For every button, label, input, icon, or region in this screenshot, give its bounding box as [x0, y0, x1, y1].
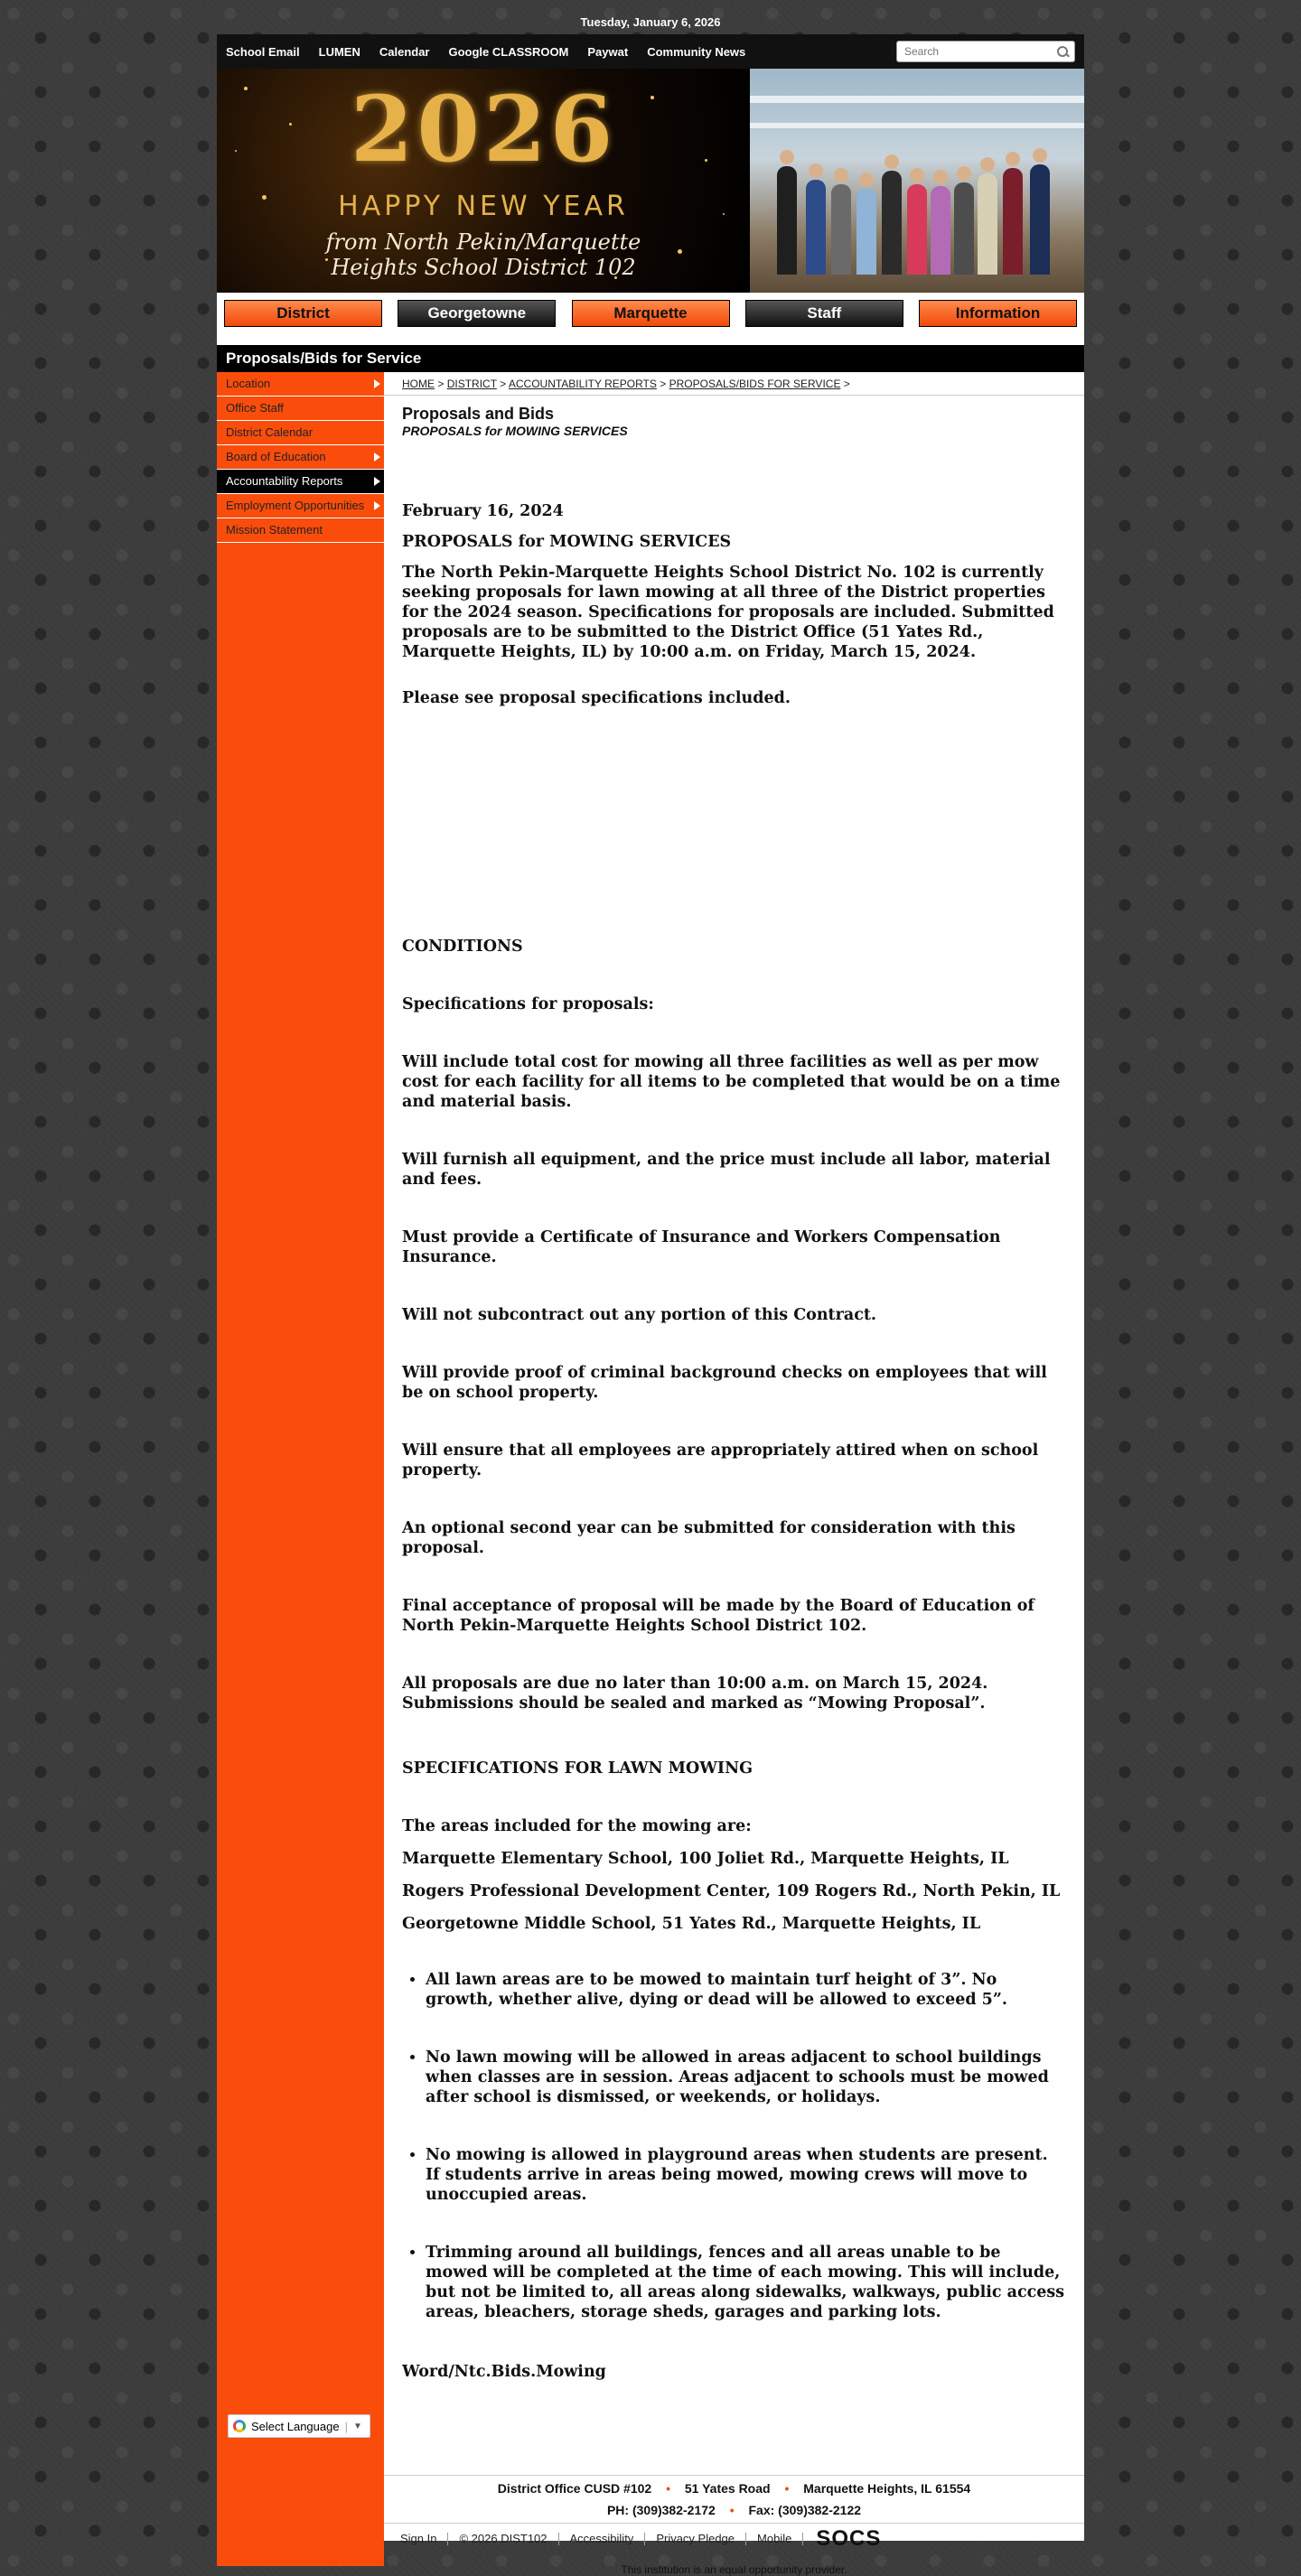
- arrow-right-icon: [374, 477, 380, 486]
- breadcrumb-accountability-reports[interactable]: ACCOUNTABILITY REPORTS: [508, 378, 657, 390]
- doc-date: February 16, 2024: [402, 502, 564, 520]
- area-item: Marquette Elementary School, 100 Joliet Rd., Marquette Heights, IL: [402, 1850, 1009, 1868]
- footer-eoe: This institution is an equal opportunity provider.: [621, 2563, 847, 2576]
- footer-city: Marquette Heights, IL 61554: [803, 2481, 971, 2496]
- sidebar-item-label: Accountability Reports: [226, 474, 343, 488]
- footer-street: 51 Yates Road: [684, 2481, 771, 2496]
- topnav-lumen[interactable]: LUMEN: [318, 44, 360, 59]
- sidebar-item-location[interactable]: [217, 372, 384, 397]
- condition-item: Will include total cost for mowing all three facilities as well as per mow cost for each facility for all items to be completed that would be on a time and material basis.: [402, 1053, 1061, 1111]
- nav-district[interactable]: District: [224, 300, 382, 327]
- breadcrumb-district[interactable]: DISTRICT: [446, 378, 497, 390]
- banner-from-line1: from North Pekin/Marquette: [325, 229, 641, 255]
- footer-office: District Office CUSD #102: [497, 2481, 652, 2496]
- page-title: Proposals and Bids: [402, 405, 555, 423]
- sidebar-item-mission-statement[interactable]: [217, 518, 384, 543]
- sidebar-item-label: Mission Statement: [226, 523, 323, 537]
- condition-item: An optional second year can be submitted for consideration with this proposal.: [402, 1519, 1016, 1557]
- new-year-graphic: [217, 69, 750, 293]
- breadcrumb: HOME > DISTRICT > ACCOUNTABILITY REPORTS > PROPOSALS/BIDS FOR SERVICE >: [384, 372, 1084, 396]
- footer-sign-in[interactable]: Sign In: [400, 2533, 448, 2545]
- language-selector[interactable]: Select Language | ▼: [228, 2414, 370, 2438]
- sidebar-item-board-of-education[interactable]: [217, 445, 384, 470]
- search-input[interactable]: [903, 44, 1056, 59]
- page-title-bar: Proposals/Bids for Service: [217, 345, 1084, 372]
- footer-mobile[interactable]: Mobile: [746, 2533, 803, 2545]
- footer-copyright: © 2026 DIST102: [448, 2533, 558, 2545]
- banner-greeting: HAPPY NEW YEAR: [338, 191, 629, 222]
- condition-item: Will ensure that all employees are appropriately attired when on school property.: [402, 1442, 1039, 1479]
- topnav-community-news[interactable]: Community News: [647, 44, 746, 59]
- doc-areas-intro: The areas included for the mowing are:: [402, 1817, 752, 1835]
- breadcrumb-current[interactable]: PROPOSALS/BIDS FOR SERVICE: [669, 378, 841, 390]
- sidebar-item-employment-opportunities[interactable]: [217, 494, 384, 518]
- condition-item: Will not subcontract out any portion of this Contract.: [402, 1306, 877, 1324]
- footer-address: District Office CUSD #102 • 51 Yates Road • Marquette Heights, IL 61554 PH: (309)382-2172 • Fax: (309)382-2122: [384, 2475, 1084, 2521]
- doc-spec-title: Specifications for proposals:: [402, 995, 654, 1013]
- list-item: • No mowing is allowed in playground areas when students are present. If students arrive in areas being mowed, mowing crews will move to unoccupied areas.: [426, 2145, 1066, 2205]
- page-container: [217, 34, 1084, 2576]
- sidebar: [217, 372, 384, 2566]
- condition-item: All proposals are due no later than 10:00 a.m. on March 15, 2024. Submissions should be sealed and marked as “Mowing Proposal”.: [402, 1675, 988, 1713]
- sidebar-item-label: Employment Opportunities: [226, 499, 365, 512]
- search-box: [896, 41, 1075, 62]
- arrow-right-icon: [374, 453, 380, 462]
- list-item: • No lawn mowing will be allowed in areas adjacent to school buildings when classes are in session. Areas adjacent to schools must be mowed after school is dismissed, or weekends, or holidays.: [426, 2048, 1066, 2107]
- sidebar-item-label: District Calendar: [226, 425, 314, 439]
- footer-fax: Fax: (309)382-2122: [748, 2503, 862, 2517]
- area-item: Georgetowne Middle School, 51 Yates Rd., Marquette Heights, IL: [402, 1915, 981, 1933]
- sidebar-item-label: Office Staff: [226, 401, 284, 415]
- nav-staff[interactable]: Staff: [745, 300, 903, 327]
- arrow-right-icon: [374, 379, 380, 388]
- doc-conditions-heading: CONDITIONS: [402, 938, 523, 956]
- mowing-rules-list: [402, 1970, 1066, 2322]
- body: [217, 372, 1084, 2566]
- nav-information[interactable]: Information: [919, 300, 1077, 327]
- main-navigation: [217, 293, 1084, 334]
- doc-file-ref: Word/Ntc.Bids.Mowing: [402, 2363, 606, 2381]
- condition-item: Must provide a Certificate of Insurance and Workers Compensation Insurance.: [402, 1228, 1001, 1266]
- topnav-school-email[interactable]: School Email: [226, 44, 300, 59]
- footer-accessibility[interactable]: Accessibility: [559, 2533, 646, 2545]
- sidebar-item-accountability-reports[interactable]: [217, 470, 384, 494]
- breadcrumb-home[interactable]: HOME: [402, 378, 435, 390]
- banner-year: 2026: [350, 76, 617, 182]
- banner-from: [217, 229, 750, 280]
- list-item: • Trimming around all buildings, fences and all areas unable to be mowed will be completed at the time of each mowing. This will include, but not be limited to, all areas along sidewalks, walkways, public access areas, bleachers, storage sheds, garages and parking lots.: [426, 2243, 1066, 2322]
- nav-georgetowne[interactable]: Georgetowne: [398, 300, 556, 327]
- language-label: Select Language: [251, 2419, 340, 2433]
- header-banner: [217, 69, 1084, 293]
- sidebar-item-label: Location: [226, 377, 271, 390]
- topnav-calendar[interactable]: Calendar: [379, 44, 430, 59]
- topnav-paywat[interactable]: Paywat: [587, 44, 629, 59]
- condition-item: Will provide proof of criminal background checks on employees that will be on school property.: [402, 1364, 1047, 1402]
- topnav-google-classroom[interactable]: Google CLASSROOM: [448, 44, 569, 59]
- chevron-down-icon: ▼: [352, 2421, 362, 2431]
- nav-marquette[interactable]: Marquette: [572, 300, 730, 327]
- footer-phone: PH: (309)382-2172: [606, 2503, 716, 2517]
- document-body: [384, 501, 1084, 2382]
- area-item: Rogers Professional Development Center, 109 Rogers Rd., North Pekin, IL: [402, 1882, 1061, 1900]
- google-icon: [233, 2420, 246, 2432]
- arrow-right-icon: [374, 501, 380, 510]
- sidebar-item-office-staff[interactable]: [217, 397, 384, 421]
- footer-privacy-pledge[interactable]: Privacy Pledge: [645, 2533, 746, 2545]
- socs-logo[interactable]: SOCS: [816, 2526, 882, 2551]
- sidebar-item-label: Board of Education: [226, 450, 326, 463]
- doc-heading: PROPOSALS for MOWING SERVICES: [402, 533, 732, 551]
- sidebar-item-district-calendar[interactable]: [217, 421, 384, 445]
- condition-item: Final acceptance of proposal will be made by the Board of Education of North Pekin-Marquette Heights School District 102.: [402, 1597, 1034, 1635]
- banner-from-line2: Heights School District 102: [331, 255, 636, 280]
- top-navigation: [217, 34, 1084, 69]
- students-photo: [750, 69, 1084, 293]
- current-date: Tuesday, January 6, 2026: [580, 15, 721, 29]
- doc-see-specs: Please see proposal specifications included.: [402, 689, 791, 707]
- footer-links: [384, 2523, 1084, 2554]
- doc-intro: The North Pekin-Marquette Heights School District No. 102 is currently seeking proposals for lawn mowing at all three of the District properties for the 2024 season. Specifications for proposals are included. Submitted proposals are to be submitted to the District Office (51 Yates Rd., Marquette Heights, IL) by 10:00 a.m. on Friday, March 15, 2024.: [402, 564, 1054, 661]
- main-content: [384, 372, 1084, 2566]
- list-item: • All lawn areas are to be mowed to maintain turf height of 3”. No growth, whether alive, dying or dead will be allowed to exceed 5”.: [426, 1970, 1066, 2010]
- doc-lawn-heading: SPECIFICATIONS FOR LAWN MOWING: [402, 1759, 753, 1778]
- page-subtitle: PROPOSALS for MOWING SERVICES: [402, 424, 628, 438]
- search-icon[interactable]: [1056, 45, 1069, 58]
- footer: [384, 2475, 1084, 2576]
- condition-item: Will furnish all equipment, and the price must include all labor, material and fees.: [402, 1151, 1051, 1189]
